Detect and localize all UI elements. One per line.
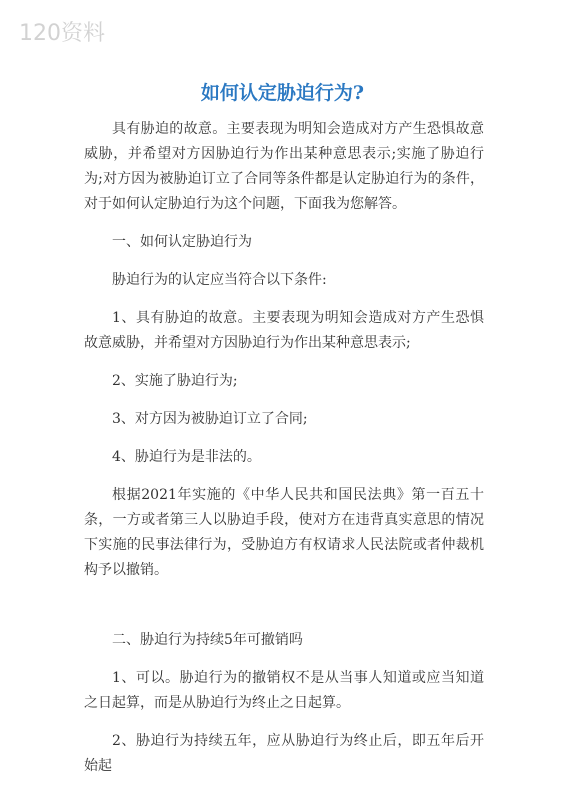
paragraph-conditions: 胁迫行为的认定应当符合以下条件:	[112, 272, 327, 288]
section-heading-1: 一、如何认定胁迫行为	[112, 234, 252, 250]
list-item-1: 1、具有胁迫的故意。主要表现为明知会造成对方产生恐惧故意威胁，并希望对方因胁迫行为作出某种意思表示;	[84, 310, 484, 351]
spacer	[84, 596, 484, 628]
document-body	[84, 117, 484, 792]
section-heading-2: 二、胁迫行为持续5年可撤销吗	[112, 632, 303, 648]
list-item-6: 2、胁迫行为持续五年，应从胁迫行为终止后，即五年后开始起	[84, 733, 484, 774]
intro-paragraph: 具有胁迫的故意。主要表现为明知会造成对方产生恐惧故意威胁，并希望对方因胁迫行为作出某种意思表示;实施了胁迫行为;对方因为被胁迫订立了合同等条件都是认定胁迫行为的条件，对于如何认定胁迫行为这个问题，下面我为您解答。	[84, 121, 484, 212]
list-item-4: 4、胁迫行为是非法的。	[112, 449, 261, 465]
watermark: 120资料	[19, 21, 105, 46]
list-item-5: 1、可以。胁迫行为的撤销权不是从当事人知道或应当知道之日起算，而是从胁迫行为终止之日起算。	[84, 670, 484, 711]
legal-basis-paragraph: 根据2021年实施的《中华人民共和国民法典》第一百五十条，一方或者第三人以胁迫手段，使对方在违背真实意思的情况下实施的民事法律行为，受胁迫方有权请求人民法院或者仲裁机构予以撤销。	[84, 487, 484, 578]
page-title: 如何认定胁迫行为?	[200, 82, 365, 104]
list-item-3: 3、对方因为被胁迫订立了合同;	[112, 411, 308, 427]
list-item-2: 2、实施了胁迫行为;	[112, 373, 238, 389]
